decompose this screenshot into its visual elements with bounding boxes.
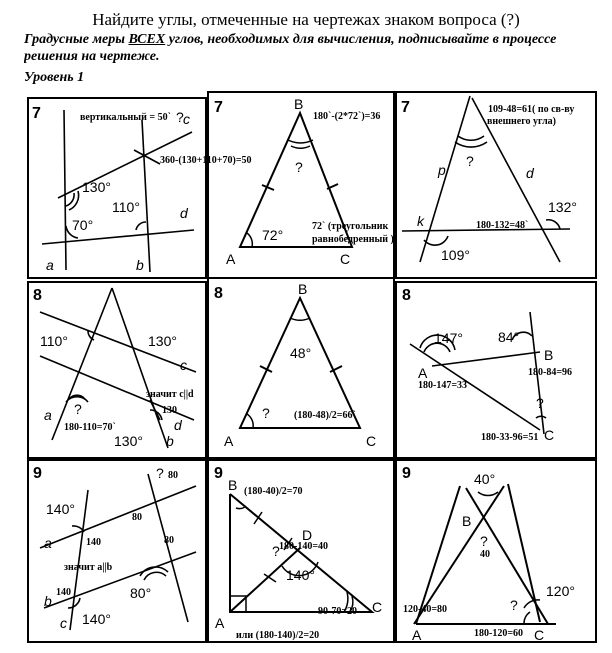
angle-label-110: 110° [40,333,68,349]
annotation-a: 180-147=33 [418,380,468,391]
question-mark: ? [156,465,164,481]
annotation-parallel: значит c||d [146,389,194,400]
cell-number: 7 [214,99,223,116]
arc-a [247,414,253,428]
line-label-d: d [180,205,188,221]
annotation-iso-1: 72` (треугольник [312,221,389,232]
arc-q [524,612,530,624]
question-mark: ? [466,153,474,169]
figure-cell-4 [33,287,196,449]
figure-cell-3 [401,96,577,263]
line-label-p: p [438,162,446,178]
line-label-b: b [166,433,174,449]
vertex-label-d: D [302,527,313,543]
vertex-label-a: A [226,251,236,267]
cell-number: 7 [401,99,410,116]
question-mark: ? [295,159,303,175]
question-mark: ? [176,109,184,125]
triangle-abc [230,494,372,612]
vertex-label-a: A [418,365,428,381]
annotation-a: 120-40=80 [403,604,448,615]
angle-label-130: 130° [82,179,111,195]
question-mark: ? [74,401,82,417]
vertex-label-a: A [215,615,225,631]
line-label-a: a [44,535,52,551]
line-d [148,474,188,622]
cell-number: 8 [402,287,411,304]
annotation-140-b: 140 [56,587,71,598]
angle-label-132: 132° [548,199,577,215]
vertex-label-c: C [366,433,377,449]
arc-40 [478,492,498,496]
vertex-label-c: C [534,627,545,643]
annotation-top: 180`-(2*72`)=36 [313,111,381,122]
cell-number: 8 [214,285,223,302]
vertex-label-b: B [298,281,308,297]
annotation-40: 40 [480,549,490,560]
question-mark-c: ? [510,597,518,613]
annotation-b: 180-84=96 [528,367,573,378]
figure-cell-2 [214,96,394,267]
angle-label-120: 120° [546,583,575,599]
line-ab [432,352,540,366]
angle-label-70: 70° [72,217,94,233]
annotation-mid: 180-140=40 [279,541,329,552]
page-title: Найдите углы, отмеченные на чертежах знаком вопроса (?) [92,10,520,29]
arc-110 [136,222,146,230]
arc-130 [66,193,74,206]
instruction-text: Градусные меры [24,32,129,47]
instruction-emphasis: ВСЕХ [128,32,166,47]
annotation-calc: 360-(130+110+70)=50 [160,155,252,166]
vertex-label-b: B [544,347,554,363]
vertex-label-a: A [224,433,234,449]
figure-cell-6 [402,287,572,443]
annotation-140-a: 140 [86,537,101,548]
vertex-label-a: A [412,627,422,643]
cell-border-5 [208,278,394,458]
vertex-label-c: C [340,251,351,267]
annotation-vertical: вертикальный = 50` [80,112,171,123]
angle-label-48: 48° [290,345,312,361]
cell-number: 7 [32,105,41,122]
instruction-text-rest: углов, необходимых для вычисления, подписывайте в процессе [165,32,557,47]
line-label-c: c [60,615,67,631]
cell-border-7 [28,460,206,642]
arc-top2 [455,142,487,147]
line-label-a: a [46,257,54,273]
angle-label-40: 40° [474,471,496,487]
line-label-c: c [183,111,190,127]
angle-label-147: 147° [434,330,463,346]
angle-label-110: 110° [112,199,140,215]
annotation-top-1: 109-48=61( по св-ву [488,104,575,115]
arc-b [290,318,310,320]
arc-top [458,136,484,140]
line-extension [466,488,548,624]
cell-number: 8 [33,287,42,304]
annotation-c: 180-120=60 [474,628,524,639]
question-mark: ? [480,533,488,549]
annotation-80-b: 80 [132,512,142,523]
cell-border-1 [28,98,206,278]
figure-cell-7 [33,465,196,631]
annotation-c: 180-33-96=51 [481,432,539,443]
annotation-bottom: или (180-140)/2=20 [236,630,320,641]
figure-cell-5 [214,281,376,449]
angle-label-130b: 130° [114,433,143,449]
angle-label-140b: 140° [82,611,111,627]
line-label-b: b [44,593,52,609]
line-label-c: c [180,357,187,373]
line-b [44,552,196,608]
vertex-label-c: C [372,599,383,615]
arc-c [536,416,546,418]
line-label-d: d [526,165,534,181]
line-a [64,110,66,270]
angle-label-140: 140° [286,567,315,583]
line-label-a: a [44,407,52,423]
cell-number: 9 [33,465,42,482]
figure-cell-1 [32,105,252,273]
annotation-c: 90-70=20 [318,606,358,617]
arc-b2 [291,146,310,148]
vertex-label-c: C [544,427,555,443]
arc-a [247,233,252,247]
annotation-calc: 180-110=70` [64,422,116,433]
angle-label-140a: 140° [46,501,75,517]
line-b [112,288,168,448]
arc-132 [546,220,560,229]
angle-label-80: 80° [130,585,152,601]
cell-number: 9 [402,465,411,482]
level-label: Уровень 1 [24,70,85,85]
question-mark: ? [262,405,270,421]
question-mark: ? [536,395,544,411]
arc-80b [144,572,166,580]
question-mark: ? [272,543,280,559]
vertex-label-b: B [228,477,238,493]
pointer-line [134,150,160,164]
angle-label-130a: 130° [148,333,177,349]
angle-label-109: 109° [441,247,470,263]
arc-b [288,140,313,143]
line-label-d: d [174,417,182,433]
annotation-calc: (180-48)/2=66` [294,410,356,421]
annotation-130: 130 [162,405,177,416]
triangle-abc [240,298,360,428]
figure-cell-8 [214,465,382,641]
line-label-b: b [136,257,144,273]
grid-borders [28,92,596,642]
angle-label-84: 84° [498,329,520,345]
line-p [420,96,470,262]
line-label-k: k [417,213,424,229]
annotation-80-c: 80 [164,535,174,546]
vertex-label-b: B [462,513,472,529]
line-b [142,120,150,272]
annotation-mid: 180-132=48` [476,220,529,231]
arc-b [236,506,246,509]
vertex-label-b: B [294,96,304,112]
annotation-top-2: внешнего угла) [487,116,557,127]
instruction-line-2: решения на чертеже. [24,49,160,64]
annotation-iso-2: равнобедренный ) [312,234,394,245]
annotation-parallel: значит a||b [64,562,113,573]
annotation-80-a: 80 [168,470,178,481]
figure-cell-9 [402,465,575,643]
angle-label-72: 72° [262,227,284,243]
annotation-top: (180-40)/2=70 [244,486,303,497]
cell-number: 9 [214,465,223,482]
